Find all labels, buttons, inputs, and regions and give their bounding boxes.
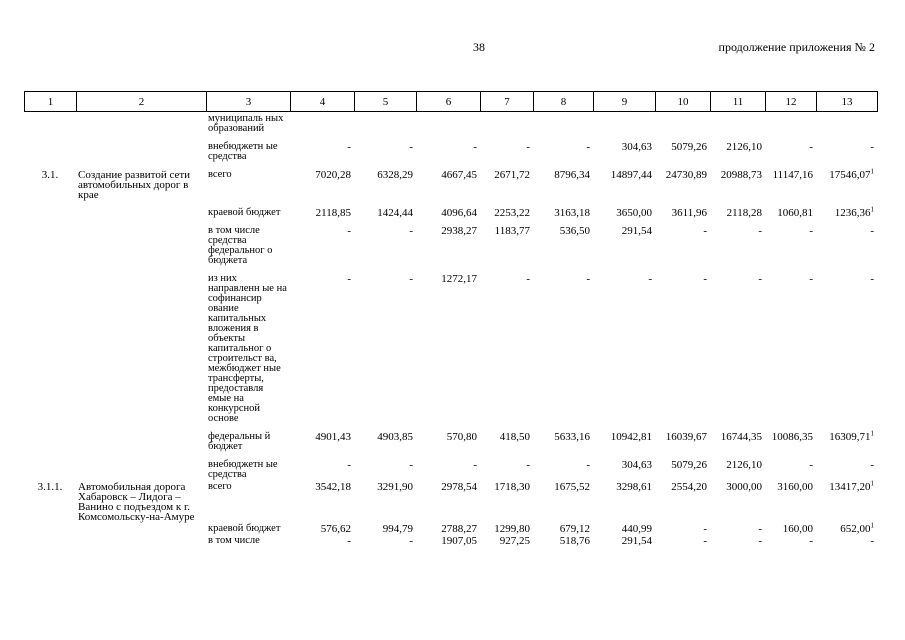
funding-type: муниципаль ных образований	[208, 113, 284, 134]
value-cell	[480, 272, 533, 424]
value-cell	[765, 272, 816, 424]
value-text: 160,00	[782, 523, 813, 535]
value-text: 8796,34	[554, 169, 590, 181]
value-cell	[354, 272, 416, 424]
value-cell	[710, 458, 765, 480]
value-cell	[290, 430, 354, 452]
value-cell	[816, 458, 877, 480]
value-text: 10086,35	[771, 431, 813, 443]
value-cell	[593, 140, 655, 162]
funding-type: в том числе	[208, 535, 260, 546]
value-text: -	[409, 273, 413, 285]
funding-type: в том числе средства федеральног о бюджета	[208, 225, 273, 266]
value-text: 6328,29	[377, 169, 413, 181]
value-cell	[765, 522, 816, 534]
value-cell	[765, 534, 816, 546]
page-number: 38	[473, 40, 485, 54]
value-text: 1718,30	[494, 481, 530, 493]
value-cell	[655, 140, 710, 162]
value-cell	[710, 272, 765, 424]
value-cell	[655, 458, 710, 480]
row-number: 3.1.	[41, 169, 59, 181]
value-text: 14897,44	[610, 169, 652, 181]
row-name	[76, 112, 206, 134]
value-text: -	[347, 225, 351, 237]
value-cell	[533, 480, 593, 522]
header-col-9: 9	[594, 92, 656, 112]
table-row	[24, 458, 877, 480]
value-text: 3611,96	[671, 207, 707, 219]
value-text: 2938,27	[441, 225, 477, 237]
value-text: -	[870, 535, 874, 547]
header-col-4: 4	[291, 92, 355, 112]
value-text: 1907,05	[441, 535, 477, 547]
value-text: 3542,18	[315, 481, 351, 493]
footnote-mark: 1	[870, 479, 874, 488]
value-cell	[480, 430, 533, 452]
value-cell	[354, 224, 416, 266]
value-text: 2554,20	[671, 481, 707, 493]
value-cell	[480, 458, 533, 480]
funding-type: краевой бюджет	[208, 207, 281, 218]
value-text: -	[473, 459, 477, 471]
value-text: 1060,81	[777, 207, 813, 219]
header-col-11: 11	[711, 92, 766, 112]
funding-type: краевой бюджет	[208, 523, 281, 534]
header-col-12: 12	[766, 92, 817, 112]
value-cell	[710, 430, 765, 452]
value-cell	[480, 480, 533, 522]
value-text: 1236,36	[834, 207, 871, 219]
value-cell	[533, 534, 593, 546]
row-number	[24, 458, 76, 480]
value-text: -	[473, 141, 477, 153]
value-text: 2118,85	[315, 207, 351, 219]
value-cell	[480, 522, 533, 534]
value-text: -	[526, 273, 530, 285]
value-cell	[765, 140, 816, 162]
value-text: -	[758, 523, 762, 535]
row-number	[24, 140, 76, 162]
value-cell	[354, 206, 416, 218]
value-cell	[816, 534, 877, 546]
value-cell	[816, 272, 877, 424]
value-cell	[710, 522, 765, 534]
value-cell	[593, 206, 655, 218]
value-cell	[533, 206, 593, 218]
header-col-6: 6	[417, 92, 481, 112]
value-cell	[816, 430, 877, 452]
value-text: 994,79	[382, 523, 413, 535]
funding-type: всего	[208, 481, 232, 492]
value-cell	[593, 430, 655, 452]
row-number: 3.1.1.	[37, 481, 63, 493]
value-cell	[480, 224, 533, 266]
value-text: 5633,16	[554, 431, 590, 443]
value-cell	[593, 272, 655, 424]
value-cell	[655, 168, 710, 200]
header-col-3: 3	[207, 92, 291, 112]
value-cell	[290, 458, 354, 480]
value-text: 291,54	[621, 535, 652, 547]
value-text: -	[758, 225, 762, 237]
value-text: -	[586, 141, 590, 153]
value-cell	[416, 480, 480, 522]
value-cell	[710, 534, 765, 546]
value-cell	[593, 480, 655, 522]
value-cell	[816, 480, 877, 522]
row-name	[76, 534, 206, 546]
row-name: Создание развитой сети автомобильных дорог в крае	[78, 169, 191, 201]
value-cell	[765, 168, 816, 200]
value-text: 16039,67	[665, 431, 707, 443]
value-text: -	[409, 535, 413, 547]
row-number	[24, 206, 76, 218]
value-text: 2671,72	[494, 169, 530, 181]
value-cell	[816, 206, 877, 218]
value-text: -	[870, 459, 874, 471]
row-number	[24, 112, 76, 134]
value-text: 17546,07	[829, 169, 871, 181]
value-cell	[816, 168, 877, 200]
value-text: 2788,27	[441, 523, 477, 535]
header-col-2: 2	[77, 92, 207, 112]
value-text: 927,25	[499, 535, 530, 547]
value-text: 3650,00	[616, 207, 652, 219]
value-cell	[593, 112, 655, 134]
value-text: 7020,28	[315, 169, 351, 181]
value-cell	[533, 522, 593, 534]
value-cell	[765, 458, 816, 480]
value-text: -	[809, 273, 813, 285]
value-text: 1272,17	[441, 273, 477, 285]
value-cell	[710, 112, 765, 134]
table-row	[24, 480, 877, 522]
table-row	[24, 206, 877, 218]
row-name	[76, 522, 206, 534]
value-text: 4096,64	[441, 207, 477, 219]
value-text: -	[703, 225, 707, 237]
value-cell	[416, 534, 480, 546]
value-cell	[533, 458, 593, 480]
header-col-5: 5	[355, 92, 417, 112]
value-cell	[533, 140, 593, 162]
value-text: -	[526, 459, 530, 471]
value-text: 5079,26	[671, 459, 707, 471]
value-text: 2126,10	[726, 459, 762, 471]
value-cell	[816, 112, 877, 134]
value-text: -	[409, 459, 413, 471]
row-name	[76, 430, 206, 452]
value-cell	[655, 224, 710, 266]
value-text: -	[809, 459, 813, 471]
value-cell	[593, 522, 655, 534]
value-text: 13417,20	[829, 481, 871, 493]
value-text: -	[409, 225, 413, 237]
value-text: 1424,44	[377, 207, 413, 219]
value-cell	[416, 140, 480, 162]
table-row	[24, 112, 877, 134]
table-row	[24, 140, 877, 162]
value-text: 440,99	[621, 523, 652, 535]
row-number	[24, 224, 76, 266]
value-text: -	[758, 273, 762, 285]
value-text: -	[409, 141, 413, 153]
footnote-mark: 1	[870, 521, 874, 530]
value-cell	[816, 522, 877, 534]
table-row	[24, 168, 877, 200]
value-cell	[533, 272, 593, 424]
value-cell	[290, 522, 354, 534]
value-cell	[533, 430, 593, 452]
value-cell	[533, 112, 593, 134]
data-table	[24, 112, 877, 546]
value-cell	[354, 458, 416, 480]
value-cell	[290, 534, 354, 546]
value-text: 570,80	[446, 431, 477, 443]
value-text: -	[758, 535, 762, 547]
value-cell	[593, 168, 655, 200]
row-name: Автомобильная дорога Хабаровск – Лидога – Ванино с подъездом к г. Комсомольску-на-Амуре	[78, 481, 195, 523]
row-name	[76, 458, 206, 480]
value-cell	[480, 112, 533, 134]
value-text: -	[870, 225, 874, 237]
value-text: 4903,85	[377, 431, 413, 443]
value-text: 3291,90	[377, 481, 413, 493]
value-cell	[655, 480, 710, 522]
value-cell	[416, 206, 480, 218]
value-cell	[354, 112, 416, 134]
value-text: 304,63	[621, 141, 652, 153]
value-cell	[655, 534, 710, 546]
value-text: -	[703, 523, 707, 535]
funding-type: всего	[208, 169, 232, 180]
value-text: -	[870, 273, 874, 285]
row-name	[76, 272, 206, 424]
value-cell	[354, 140, 416, 162]
value-text: 518,76	[559, 535, 590, 547]
value-text: -	[648, 273, 652, 285]
value-cell	[416, 522, 480, 534]
value-cell	[765, 206, 816, 218]
value-text: 11147,16	[772, 169, 813, 181]
value-cell	[290, 168, 354, 200]
value-cell	[290, 224, 354, 266]
value-cell	[765, 480, 816, 522]
value-text: 24730,89	[665, 169, 707, 181]
value-cell	[416, 458, 480, 480]
row-number	[24, 272, 76, 424]
value-text: 3163,18	[554, 207, 590, 219]
header-col-8: 8	[534, 92, 594, 112]
value-text: 1183,77	[494, 225, 530, 237]
value-cell	[480, 206, 533, 218]
value-cell	[593, 458, 655, 480]
value-cell	[710, 168, 765, 200]
header-col-10: 10	[656, 92, 711, 112]
value-cell	[655, 206, 710, 218]
table-row	[24, 534, 877, 546]
value-text: -	[809, 225, 813, 237]
table-row	[24, 224, 877, 266]
value-text: 679,12	[559, 523, 590, 535]
value-cell	[480, 534, 533, 546]
footnote-mark: 1	[870, 205, 874, 214]
value-cell	[290, 272, 354, 424]
value-cell	[290, 140, 354, 162]
value-text: 20988,73	[720, 169, 762, 181]
value-cell	[710, 224, 765, 266]
value-cell	[290, 112, 354, 134]
value-cell	[416, 272, 480, 424]
value-text: 2978,54	[441, 481, 477, 493]
value-cell	[655, 430, 710, 452]
value-text: -	[347, 459, 351, 471]
value-cell	[354, 168, 416, 200]
header-col-1: 1	[25, 92, 77, 112]
value-cell	[765, 112, 816, 134]
value-text: 16744,35	[720, 431, 762, 443]
value-cell	[710, 480, 765, 522]
value-text: 16309,71	[829, 431, 871, 443]
value-text: 3000,00	[726, 481, 762, 493]
value-text: 4667,45	[441, 169, 477, 181]
value-cell	[290, 206, 354, 218]
value-cell	[416, 112, 480, 134]
value-cell	[416, 168, 480, 200]
value-cell	[655, 272, 710, 424]
value-text: 576,62	[320, 523, 351, 535]
value-cell	[354, 430, 416, 452]
value-text: 2118,28	[726, 207, 762, 219]
value-cell	[354, 534, 416, 546]
value-text: 2253,22	[494, 207, 530, 219]
continuation-note: продолжение приложения № 2	[718, 40, 875, 54]
funding-type: внебюджетн ые средства	[208, 141, 278, 162]
value-cell	[593, 534, 655, 546]
row-name	[76, 206, 206, 218]
value-text: -	[347, 273, 351, 285]
value-text: -	[703, 535, 707, 547]
table-row	[24, 430, 877, 452]
value-cell	[816, 140, 877, 162]
value-cell	[533, 168, 593, 200]
value-cell	[655, 112, 710, 134]
value-cell	[655, 522, 710, 534]
value-text: 4901,43	[315, 431, 351, 443]
funding-type: из них направленн ые на софинансир ование капитальных вложения в объекты капитальног о строительст ва, межбюджет ные трансферты, предоставля емые на конкурсной основе	[208, 273, 287, 424]
table-row	[24, 522, 877, 534]
value-text: 2126,10	[726, 141, 762, 153]
row-number	[24, 430, 76, 452]
value-text: -	[870, 141, 874, 153]
header-col-13: 13	[817, 92, 878, 112]
value-text: 1299,80	[494, 523, 530, 535]
value-text: 10942,81	[610, 431, 652, 443]
row-name	[76, 140, 206, 162]
table-row	[24, 272, 877, 424]
value-text: 3160,00	[777, 481, 813, 493]
funding-type: федеральны й бюджет	[208, 431, 271, 452]
value-cell	[765, 430, 816, 452]
value-cell	[354, 480, 416, 522]
value-text: 652,00	[840, 523, 871, 535]
value-text: -	[703, 273, 707, 285]
value-cell	[710, 206, 765, 218]
row-number	[24, 522, 76, 534]
value-cell	[480, 140, 533, 162]
value-cell	[816, 224, 877, 266]
value-text: 1675,52	[554, 481, 590, 493]
value-cell	[416, 430, 480, 452]
value-text: -	[586, 273, 590, 285]
value-text: 3298,61	[616, 481, 652, 493]
value-text: -	[526, 141, 530, 153]
value-text: 304,63	[621, 459, 652, 471]
value-cell	[533, 224, 593, 266]
row-name	[76, 224, 206, 266]
value-text: -	[809, 535, 813, 547]
value-cell	[765, 224, 816, 266]
value-cell	[710, 140, 765, 162]
table-header	[24, 91, 878, 112]
header-col-7: 7	[481, 92, 534, 112]
value-cell	[354, 522, 416, 534]
value-cell	[290, 480, 354, 522]
value-text: -	[347, 535, 351, 547]
value-cell	[593, 224, 655, 266]
value-text: 418,50	[499, 431, 530, 443]
value-text: -	[347, 141, 351, 153]
value-cell	[416, 224, 480, 266]
row-number	[24, 534, 76, 546]
footnote-mark: 1	[870, 429, 874, 438]
value-cell	[480, 168, 533, 200]
footnote-mark: 1	[870, 167, 874, 176]
value-text: -	[809, 141, 813, 153]
value-text: 291,54	[621, 225, 652, 237]
value-text: 5079,26	[671, 141, 707, 153]
funding-type: внебюджетн ые средства	[208, 459, 278, 480]
value-text: 536,50	[559, 225, 590, 237]
value-text: -	[586, 459, 590, 471]
